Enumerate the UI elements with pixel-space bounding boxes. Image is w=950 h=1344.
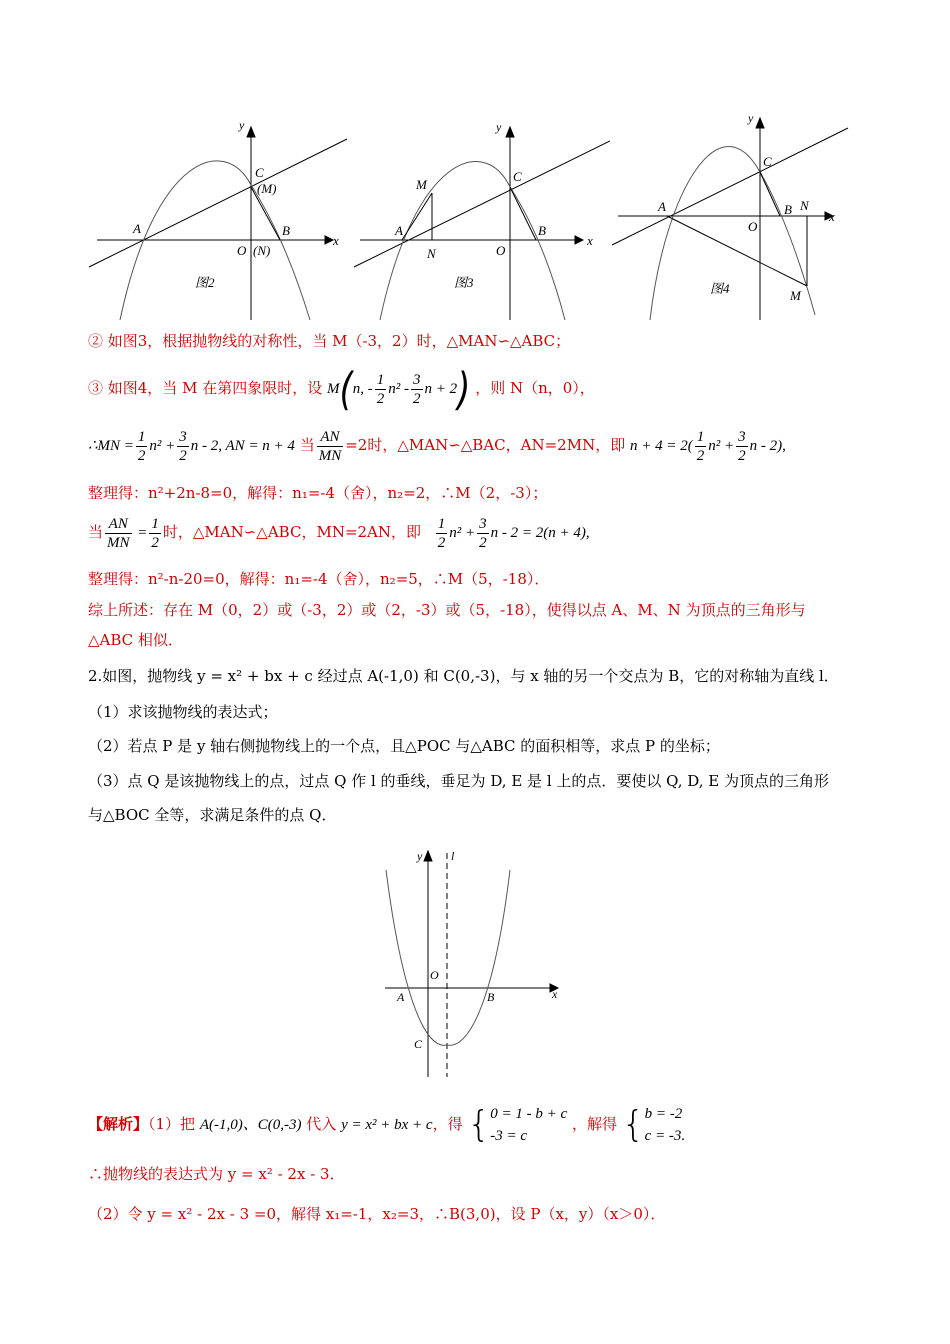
sol1-a: （1）把	[148, 1115, 196, 1133]
fig4-M-label: M	[790, 288, 801, 303]
question-2-part-3b: 与△BOC 全等，求满足条件的点 Q．	[88, 806, 337, 824]
solution-line-1: ② 如图3，根据抛物线的对称性，当 M（-3，2）时，△MAN∽△ABC；	[88, 332, 571, 350]
line2-prefix: ③ 如图4，当 M 在第四象限时，设	[88, 379, 323, 397]
fig3-O-label: O	[496, 243, 506, 258]
fig2-x-label: x	[333, 233, 339, 248]
fig5-y-label: y	[417, 849, 423, 863]
fig4-O-label: O	[748, 219, 758, 234]
frac-3-2-1: $\frac{3}{2}$	[413, 372, 421, 408]
m-expression: M(n, - $\frac{1}{2}$ n² - $\frac{3}{2}$ n + 2)	[327, 363, 471, 416]
eq2-expression: $\frac{1}{2}$ n² + $\frac{3}{2}$ n - 2 = 2(n + 4),	[437, 516, 590, 552]
fig3-M-label: M	[416, 177, 427, 192]
fig4-C-label: C	[763, 154, 772, 169]
sol1-c: 代入	[306, 1115, 337, 1133]
fig5-l-label: l	[451, 849, 455, 863]
frac-an-mn-2: $\frac{AN}{MN}$	[107, 515, 130, 551]
fig2-N-label: (N)	[253, 243, 271, 258]
system-2: b = -2 c = -3.	[644, 1106, 686, 1144]
fig5-A-label: A	[397, 990, 405, 1004]
fig4-B-label: B	[784, 202, 792, 217]
figure-5	[380, 845, 565, 1080]
fig3-B-label: B	[538, 223, 546, 238]
solution-line-2	[88, 363, 890, 416]
figure-3	[350, 115, 610, 325]
question-2-part-1: （1）求该抛物线的表达式；	[88, 703, 278, 721]
figure-2	[85, 115, 350, 325]
sys2-line-a: b = -2	[644, 1106, 683, 1122]
line5-prefix: 当	[88, 523, 104, 541]
frac-half-2: $\frac{1}{2}$	[151, 515, 159, 551]
sol1-e: ，得	[432, 1115, 463, 1133]
fig2-A-label: A	[133, 221, 141, 236]
fig2-B-label: B	[282, 223, 290, 238]
sol1-f: ，解得	[571, 1115, 617, 1133]
solution-line-4: 整理得：n²+2n-8=0，解得：n₁=-4（舍），n₂=2，∴M（2，-3）；	[88, 484, 548, 502]
sol1-points: A(-1,0)、C(0,-3)	[199, 1117, 302, 1133]
solution-line-8: △ABC 相似．	[88, 631, 183, 649]
fig5-B-label: B	[487, 990, 495, 1004]
solution-tag: 【解析】	[88, 1115, 149, 1133]
fig5-C-label: C	[414, 1037, 423, 1051]
sys2-line-b: c = -3	[644, 1128, 682, 1144]
solution-part-1-conclusion: ∴抛物线的表达式为 y = x² - 2x - 3．	[88, 1165, 345, 1183]
fig2-O-label: O	[237, 243, 247, 258]
fig4-N-label: N	[800, 198, 809, 213]
fig3-caption: 图3	[454, 275, 474, 290]
fig3-y-label: y	[496, 120, 502, 134]
mn-expression: ∴MN = $\frac{1}{2}$ n² + $\frac{3}{2}$ n - 2, AN = n + 4	[88, 429, 295, 465]
solution-line-6: 整理得：n²-n-20=0，解得：n₁=-4（舍），n₂=5，∴M（5，-18）．	[88, 570, 550, 588]
fig4-y-label: y	[748, 111, 754, 125]
fig2-caption: 图2	[195, 275, 215, 290]
eq1-expression: n + 4 = 2( $\frac{1}{2}$ n² + $\frac{3}{2}$ n - 2),	[629, 429, 786, 465]
fig3-A-label: A	[395, 223, 403, 238]
fig3-N-label: N	[427, 246, 436, 261]
fig3-C-label: C	[513, 169, 522, 184]
fig2-y-label: y	[239, 118, 245, 132]
fig4-A-label: A	[658, 199, 666, 214]
system-1	[490, 1103, 567, 1147]
sys1-line-a: 0 = 1 - b + c	[490, 1106, 568, 1122]
fig4-caption: 图4	[710, 281, 730, 296]
sol1-eq: y = x² + bx + c	[341, 1117, 433, 1133]
question-2-part-3a: （3）点 Q 是该抛物线上的点，过点 Q 作 l 的垂线，垂足为 D, E 是 l 上的点．要使以 Q, D, E 为顶点的三角形	[88, 772, 829, 790]
frac-half-1: $\frac{1}{2}$	[376, 372, 385, 408]
solution-line-5: 当 $\frac{AN}{MN}$ = $\frac{1}{2}$ 时，△MAN∽△ABC，MN=2AN，即 $\frac{1}{2}$ n² + $\frac{3}{2}$ n - 2 = 2(n + 4),	[88, 515, 590, 552]
solution-part-2-start: （2）令 y = x² - 2x - 3 =0，解得 x₁=-1，x₂=3，∴B(3,0)，设 P（x，y）（x＞0）．	[88, 1205, 666, 1223]
sys1-line-b: -3 = c	[490, 1128, 528, 1144]
fig3-x-label: x	[587, 233, 593, 248]
question-2-part-2: （2）若点 P 是 y 轴右侧抛物线上的一个点，且△POC 与△ABC 的面积相等，求点 P 的坐标；	[88, 737, 720, 755]
line5-mid: 时，△MAN∽△ABC，MN=2AN，即	[162, 523, 422, 541]
figure-4	[610, 110, 860, 325]
frac-an-mn-1: $\frac{AN}{MN}$	[318, 428, 342, 464]
solution-line-3	[88, 425, 890, 466]
fig5-O-label: O	[430, 968, 439, 982]
line3-tail: =2时，△MAN∽△BAC，AN=2MN，即	[345, 436, 626, 454]
line3-mid: 当	[299, 436, 315, 454]
fig2-M-label: (M)	[257, 181, 277, 196]
fig5-x-label: x	[552, 987, 558, 1001]
solution-line-7: 综上所述：存在 M（0，2）或（-3，2）或（2，-3）或（5，-18），使得以点 A、M、N 为顶点的三角形与	[88, 601, 806, 619]
line2-suffix: ，则 N（n，0），	[475, 379, 595, 397]
solution-part-1: 【解析】（1）把 A(-1,0)、C(0,-3) 代入 y = x² + bx + c，得 {0 = 1 - b + c -3 = c ，解得 {b = -2 c = -3.	[88, 1104, 686, 1145]
fig4-x-label: x	[829, 209, 835, 224]
question-2-stem: 2.如图，抛物线 y = x² + bx + c 经过点 A(-1,0) 和 C(0,-3)，与 x 轴的另一个交点为 B，它的对称轴为直线 l．	[88, 667, 839, 685]
fig2-C-label: C	[255, 165, 264, 180]
